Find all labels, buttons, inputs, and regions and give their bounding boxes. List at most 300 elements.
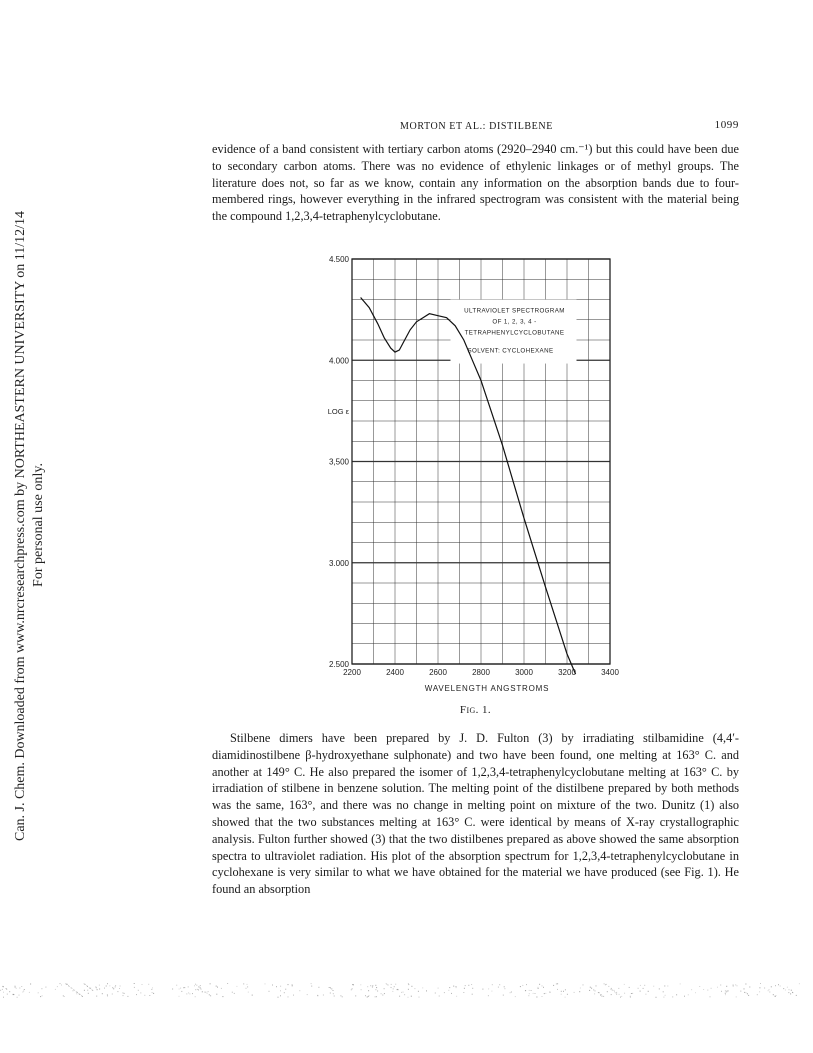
scan-speck (665, 995, 666, 996)
scan-speck (632, 993, 633, 994)
scan-speck (138, 990, 139, 991)
scan-speck (707, 990, 708, 991)
scan-speck (360, 984, 361, 985)
scan-speck (104, 988, 105, 989)
scan-speck (13, 994, 14, 995)
scan-speck (411, 996, 412, 997)
scan-speck (152, 987, 153, 988)
scan-speck (184, 987, 185, 988)
scan-speck (463, 992, 464, 993)
scan-speck (269, 991, 270, 992)
scan-speck (640, 991, 641, 992)
scan-speck (134, 987, 135, 988)
scan-speck (292, 984, 293, 985)
scan-speck (531, 990, 532, 991)
scan-speck (408, 983, 409, 984)
scan-speck (186, 993, 187, 994)
scan-speck (733, 985, 734, 986)
scan-speck (90, 988, 91, 989)
scan-speck (725, 990, 726, 991)
scan-speck (73, 989, 74, 990)
scan-speck (444, 992, 445, 993)
scan-speck (197, 989, 198, 990)
scan-speck (210, 995, 211, 996)
scan-speck (648, 991, 649, 992)
scan-speck (153, 993, 154, 994)
scan-speck (323, 995, 324, 996)
scan-speck (334, 996, 335, 997)
scan-speck (543, 987, 544, 988)
scan-speck (152, 992, 153, 993)
scan-speck (721, 991, 722, 992)
scan-speck (368, 996, 369, 997)
scan-speck (557, 983, 558, 984)
scan-speck (198, 986, 199, 987)
scan-speck (65, 983, 66, 984)
scan-speck (790, 993, 791, 994)
scan-speck (404, 994, 405, 995)
x-tick-label: 3200 (558, 668, 576, 677)
scan-speck (299, 990, 300, 991)
scan-speck (764, 988, 765, 989)
scan-speck (468, 985, 469, 986)
scan-speck (439, 996, 440, 997)
scan-speck (482, 989, 483, 990)
scan-speck (408, 997, 409, 998)
scan-speck (471, 984, 472, 985)
scan-speck (725, 993, 726, 994)
scan-speck (418, 991, 419, 992)
scan-speck (631, 993, 632, 994)
scan-speck (561, 991, 562, 992)
scan-speck (181, 991, 182, 992)
annotation-line: TETRAPHENYLCYCLOBUTANE (464, 329, 565, 337)
scan-speck (247, 984, 248, 985)
scan-speck (311, 986, 312, 987)
scan-speck (179, 989, 180, 990)
scan-speck (556, 983, 557, 984)
scan-speck (604, 983, 605, 984)
scan-speck (544, 993, 545, 994)
scan-speck (535, 993, 536, 994)
scan-speck (331, 988, 332, 989)
scan-speck (525, 990, 526, 991)
y-tick-label: 3,500 (328, 457, 349, 467)
scan-speck (376, 987, 377, 988)
scan-speck (38, 992, 39, 993)
scan-speck (252, 995, 253, 996)
scan-speck (40, 996, 41, 997)
scan-speck (529, 990, 530, 991)
scan-speck (422, 987, 423, 988)
scan-speck (23, 991, 24, 992)
scan-speck (563, 991, 564, 992)
scan-speck (596, 985, 597, 986)
scan-speck (292, 985, 293, 986)
scan-speck (16, 988, 17, 989)
scan-speck (695, 992, 696, 993)
scan-speck (567, 994, 568, 995)
scan-speck (607, 991, 608, 992)
scan-speck (640, 985, 641, 986)
scan-speck (148, 984, 149, 985)
scan-speck (3, 986, 4, 987)
scan-speck (317, 995, 318, 996)
figure-caption-prefix: Fig. (459, 704, 479, 716)
scan-speck (624, 993, 625, 994)
scan-speck (515, 996, 516, 997)
scan-speck (293, 995, 294, 996)
scan-speck (538, 988, 539, 989)
scan-speck (620, 997, 621, 998)
scan-speck (748, 995, 749, 996)
scan-speck (574, 992, 575, 993)
scan-speck (82, 996, 83, 997)
scan-speck (189, 993, 190, 994)
scan-speck (394, 986, 395, 987)
scan-speck (265, 983, 266, 984)
scan-speck (656, 997, 657, 998)
scan-speck (119, 988, 120, 989)
scan-speck (667, 986, 668, 987)
scan-speck (361, 989, 362, 990)
scan-speck (6, 989, 7, 990)
scan-speck (411, 986, 412, 987)
scan-speck (3, 997, 4, 998)
y-tick-label: 4.000 (328, 356, 349, 366)
scan-speck (653, 986, 654, 987)
scan-speck (67, 984, 68, 985)
scan-speck (15, 986, 16, 987)
scan-speck (280, 990, 281, 991)
scan-speck (288, 996, 289, 997)
scan-speck (106, 986, 107, 987)
scan-speck (122, 992, 123, 993)
scan-speck (796, 995, 797, 996)
scan-speck (611, 994, 612, 995)
scan-noise-band (0, 975, 813, 1005)
scan-speck (449, 987, 450, 988)
scan-speck (368, 990, 369, 991)
scan-speck (45, 987, 46, 988)
scan-speck (196, 985, 197, 986)
scan-speck (783, 988, 784, 989)
scan-speck (217, 987, 218, 988)
scan-speck (403, 992, 404, 993)
scan-speck (619, 994, 620, 995)
scan-speck (448, 990, 449, 991)
scan-speck (232, 992, 233, 993)
scan-speck (200, 985, 201, 986)
scan-speck (464, 988, 465, 989)
scan-speck (280, 995, 281, 996)
scan-speck (9, 991, 10, 992)
scan-speck (736, 996, 737, 997)
x-tick-label: 2800 (472, 668, 490, 677)
scan-speck (727, 991, 728, 992)
scan-speck (791, 990, 792, 991)
scan-speck (377, 991, 378, 992)
scan-speck (456, 987, 457, 988)
scan-speck (645, 994, 646, 995)
scan-speck (307, 994, 308, 995)
scan-speck (372, 987, 373, 988)
x-tick-label: 2200 (343, 668, 361, 677)
scan-speck (330, 987, 331, 988)
scan-speck (117, 991, 118, 992)
scan-speck (2, 989, 3, 990)
scan-speck (451, 993, 452, 994)
scan-speck (726, 991, 727, 992)
scan-speck (472, 994, 473, 995)
uv-spectrum-chart (312, 254, 632, 696)
scan-speck (726, 986, 727, 987)
scan-speck (453, 986, 454, 987)
scan-speck (583, 984, 584, 985)
scan-speck (691, 989, 692, 990)
scan-speck (684, 996, 685, 997)
scan-speck (99, 989, 100, 990)
scan-speck (207, 993, 208, 994)
scan-speck (140, 992, 141, 993)
scan-speck (195, 989, 196, 990)
scan-speck (151, 989, 152, 990)
scan-speck (134, 983, 135, 984)
scan-speck (780, 986, 781, 987)
running-head-title: MORTON ET AL.: DISTILBENE (400, 121, 553, 132)
scan-speck (773, 994, 774, 995)
scan-speck (663, 997, 664, 998)
scan-speck (749, 987, 750, 988)
scan-speck (728, 990, 729, 991)
scan-speck (522, 985, 523, 986)
watermark-line-1: Can. J. Chem. Downloaded from www.nrcresearchpress.com by NORTHEASTERN UNIVERSITY on 11/12/14 (13, 210, 28, 841)
scan-speck (15, 987, 16, 988)
scan-speck (720, 985, 721, 986)
scan-speck (757, 994, 758, 995)
scan-speck (408, 984, 409, 985)
y-tick-label: 4.500 (328, 255, 349, 264)
scan-speck (77, 992, 78, 993)
scan-speck (183, 987, 184, 988)
scan-speck (435, 993, 436, 994)
scan-speck (24, 989, 25, 990)
scan-speck (580, 988, 581, 989)
scan-speck (234, 993, 235, 994)
scan-speck (746, 992, 747, 993)
scan-speck (367, 997, 368, 998)
scan-speck (391, 984, 392, 985)
scan-speck (188, 986, 189, 987)
scan-speck (227, 983, 228, 984)
x-tick-label: 2400 (386, 668, 404, 677)
scan-speck (614, 991, 615, 992)
scan-speck (179, 996, 180, 997)
scan-speck (22, 992, 23, 993)
x-axis-label: WAVELENGTH ANGSTROMS (424, 684, 550, 693)
scan-speck (539, 984, 540, 985)
scan-speck (330, 993, 331, 994)
scan-speck (414, 988, 415, 989)
scan-speck (611, 989, 612, 990)
scan-speck (393, 988, 394, 989)
scan-speck (55, 989, 56, 990)
scan-speck (288, 984, 289, 985)
scan-speck (112, 994, 113, 995)
scan-speck (355, 995, 356, 996)
scan-speck (221, 988, 222, 989)
scan-speck (63, 995, 64, 996)
running-head (212, 119, 739, 135)
scan-speck (699, 986, 700, 987)
scan-speck (115, 985, 116, 986)
scan-speck (107, 996, 108, 997)
scan-speck (599, 992, 600, 993)
scan-speck (200, 987, 201, 988)
scan-speck (124, 993, 125, 994)
scan-speck (201, 989, 202, 990)
scan-speck (188, 992, 189, 993)
scan-speck (236, 986, 237, 987)
scan-speck (205, 992, 206, 993)
scan-speck (663, 991, 664, 992)
scan-speck (276, 986, 277, 987)
scan-speck (725, 994, 726, 995)
scan-speck (127, 996, 128, 997)
scan-speck (603, 996, 604, 997)
scan-speck (799, 983, 800, 984)
scan-speck (136, 994, 137, 995)
scan-speck (542, 996, 543, 997)
scan-speck (74, 990, 75, 991)
scan-speck (333, 993, 334, 994)
scan-speck (96, 996, 97, 997)
scan-speck (590, 987, 591, 988)
scan-speck (246, 988, 247, 989)
page-number: 1099 (714, 119, 739, 131)
scan-speck (342, 996, 343, 997)
scan-speck (79, 994, 80, 995)
scan-speck (284, 992, 285, 993)
scan-speck (247, 986, 248, 987)
scan-speck (109, 985, 110, 986)
scan-speck (195, 996, 196, 997)
scan-speck (769, 989, 770, 990)
scan-speck (503, 995, 504, 996)
scan-speck (621, 996, 622, 997)
y-tick-label: 3.000 (328, 558, 349, 568)
scan-speck (318, 987, 319, 988)
scan-speck (71, 987, 72, 988)
scan-speck (194, 985, 195, 986)
scan-speck (68, 985, 69, 986)
scan-speck (538, 987, 539, 988)
paragraph-infrared: evidence of a band consistent with tertiary carbon atoms (2920–2940 cm.⁻¹) but this could have been due to secondary carbon atoms. There was no evidence of ethylenic linkages or of methyl groups. The literature does not, so far as we know, contain any information on the absorption bands due to four-membered rings, however everything in the infrared spectrogram was consistent with the material being the compound 1,2,3,4-tetraphenylcyclobutane. (212, 142, 739, 224)
scan-speck (591, 988, 592, 989)
scan-speck (7, 994, 8, 995)
x-tick-label: 3400 (601, 668, 619, 677)
scan-speck (775, 996, 776, 997)
scan-speck (386, 983, 387, 984)
scan-speck (643, 988, 644, 989)
scan-speck (399, 996, 400, 997)
scan-speck (209, 994, 210, 995)
scan-speck (210, 983, 211, 984)
scan-speck (594, 993, 595, 994)
scan-speck (744, 988, 745, 989)
scan-speck (352, 988, 353, 989)
scan-speck (465, 985, 466, 986)
scan-speck (243, 983, 244, 984)
annotation-solvent: SOLVENT: CYCLOHEXANE (467, 347, 554, 355)
scan-speck (216, 986, 217, 987)
scan-speck (491, 991, 492, 992)
scan-speck (3, 992, 4, 993)
scan-speck (676, 994, 677, 995)
scan-speck (76, 991, 77, 992)
scan-speck (372, 985, 373, 986)
scan-speck (472, 988, 473, 989)
scan-speck (740, 991, 741, 992)
scan-speck (745, 984, 746, 985)
scan-speck (615, 992, 616, 993)
scan-speck (381, 993, 382, 994)
scan-speck (504, 986, 505, 987)
scan-speck (195, 984, 196, 985)
scan-speck (172, 989, 173, 990)
scan-speck (99, 985, 100, 986)
scan-speck (579, 991, 580, 992)
watermark-line-2: For personal use only. (31, 463, 46, 587)
scan-speck (557, 989, 558, 990)
scan-speck (17, 997, 18, 998)
scan-speck (545, 993, 546, 994)
scan-speck (391, 987, 392, 988)
scan-speck (368, 995, 369, 996)
scan-speck (614, 990, 615, 991)
scan-speck (778, 984, 779, 985)
scan-speck (42, 995, 43, 996)
scan-speck (504, 988, 505, 989)
scan-speck (638, 988, 639, 989)
scan-speck (498, 987, 499, 988)
scan-speck (351, 989, 352, 990)
scan-speck (144, 995, 145, 996)
scan-speck (19, 995, 20, 996)
scan-speck (64, 996, 65, 997)
scan-speck (97, 989, 98, 990)
annotation-line: ULTRAVIOLET SPECTROGRAM (464, 307, 565, 315)
scan-speck (375, 989, 376, 990)
scan-speck (142, 984, 143, 985)
scan-speck (120, 986, 121, 987)
scan-speck (69, 986, 70, 987)
scan-speck (789, 989, 790, 990)
scan-speck (57, 986, 58, 987)
scan-speck (41, 988, 42, 989)
scan-speck (760, 983, 761, 984)
scan-speck (528, 995, 529, 996)
scan-speck (608, 986, 609, 987)
scan-speck (630, 997, 631, 998)
figure-caption-number: 1. (482, 704, 492, 716)
scan-speck (375, 996, 376, 997)
scan-speck (107, 994, 108, 995)
scan-speck (123, 995, 124, 996)
scan-speck (216, 994, 217, 995)
scan-speck (612, 990, 613, 991)
scan-speck (565, 997, 566, 998)
